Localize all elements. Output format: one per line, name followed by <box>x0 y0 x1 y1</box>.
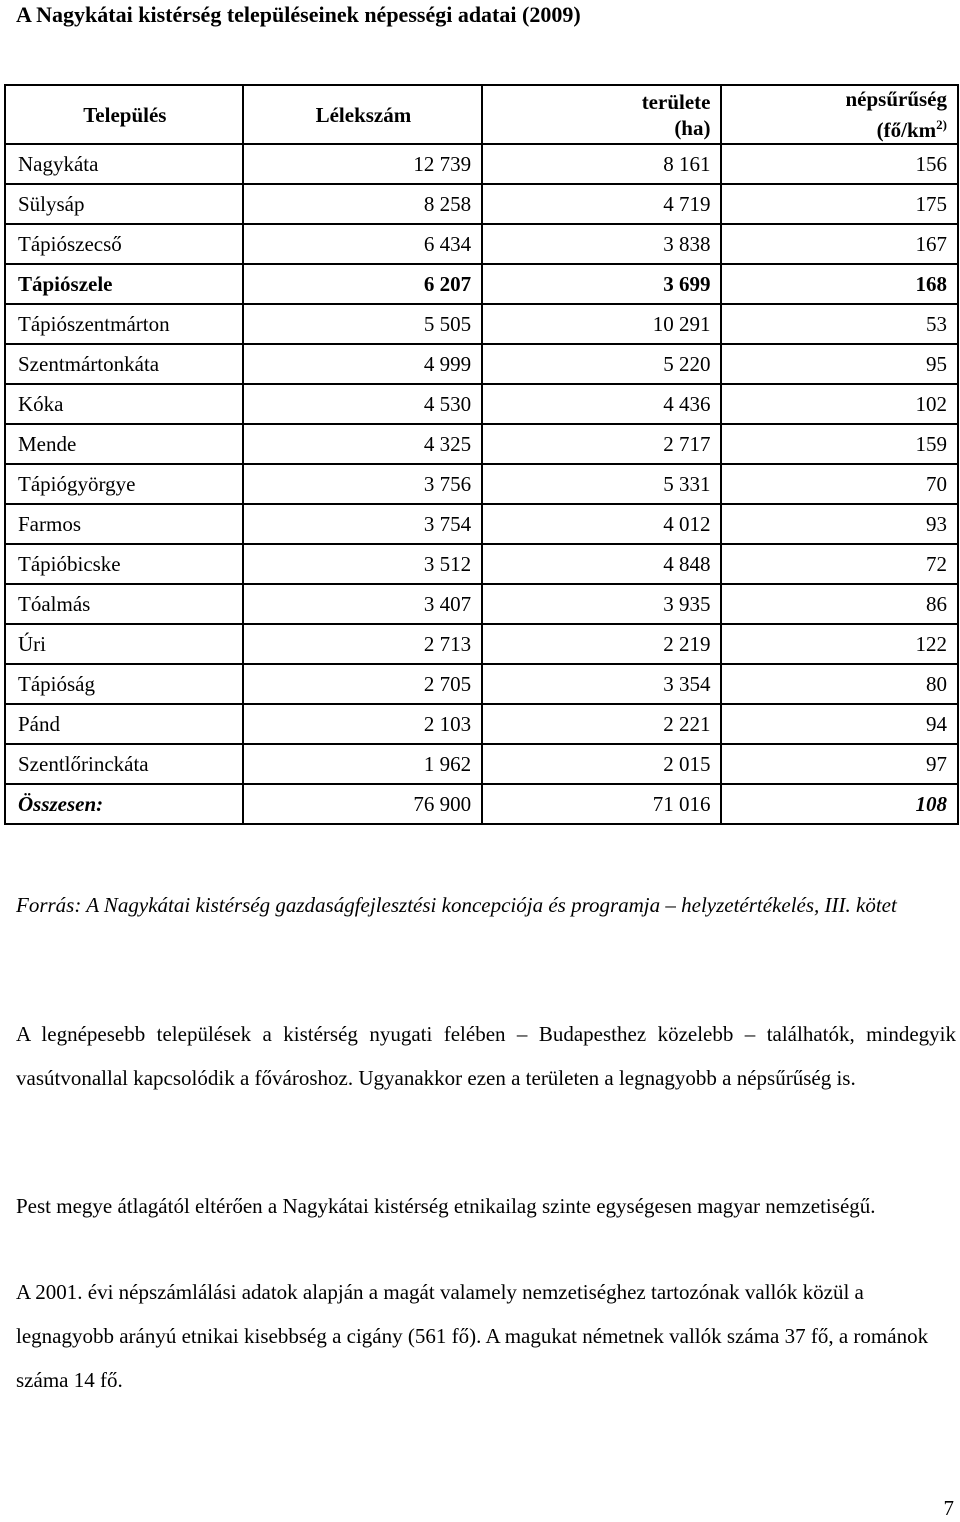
cell-settlement: Nagykáta <box>5 144 243 184</box>
cell-settlement: Tápiószele <box>5 264 243 304</box>
paragraph-2: Pest megye átlagától eltérően a Nagykátai kistérség etnikailag szinte egységesen magyar nemzetiségű. <box>16 1194 876 1218</box>
page-title: A Nagykátai kistérség településeinek népességi adatai (2009) <box>16 2 581 27</box>
cell-population: 4 999 <box>243 344 482 384</box>
cell-density: 94 <box>721 704 958 744</box>
cell-area: 3 699 <box>482 264 721 304</box>
cell-density: 175 <box>721 184 958 224</box>
header-population: Lélekszám <box>243 85 482 144</box>
header-area-line1: területe <box>641 89 711 114</box>
table-row <box>5 504 958 544</box>
cell-total-population: 76 900 <box>243 784 482 824</box>
cell-population: 6 207 <box>243 264 482 304</box>
cell-population: 2 705 <box>243 664 482 704</box>
table-row <box>5 464 958 504</box>
cell-density: 156 <box>721 144 958 184</box>
table-row <box>5 184 958 224</box>
cell-density: 72 <box>721 544 958 584</box>
cell-density: 95 <box>721 344 958 384</box>
cell-population: 3 407 <box>243 584 482 624</box>
header-density-line1: népsűrűség <box>845 87 947 111</box>
cell-area: 5 331 <box>482 464 721 504</box>
cell-area: 3 354 <box>482 664 721 704</box>
cell-area: 2 015 <box>482 744 721 784</box>
cell-settlement: Sülysáp <box>5 184 243 224</box>
cell-population: 3 756 <box>243 464 482 504</box>
cell-settlement: Tóalmás <box>5 584 243 624</box>
cell-settlement: Mende <box>5 424 243 464</box>
header-settlement: Település <box>5 85 243 144</box>
header-density-unit: (fő/km <box>876 118 937 142</box>
cell-area: 4 012 <box>482 504 721 544</box>
table-row <box>5 224 958 264</box>
cell-population: 4 530 <box>243 384 482 424</box>
cell-density: 80 <box>721 664 958 704</box>
cell-settlement: Tápiószentmárton <box>5 304 243 344</box>
cell-density: 122 <box>721 624 958 664</box>
cell-population: 5 505 <box>243 304 482 344</box>
table-row <box>5 544 958 584</box>
header-area-line2: (ha) <box>674 115 711 140</box>
table-row <box>5 624 958 664</box>
table-row <box>5 424 958 464</box>
cell-total-density: 108 <box>721 784 958 824</box>
cell-density: 70 <box>721 464 958 504</box>
table-row <box>5 264 958 304</box>
cell-total-area: 71 016 <box>482 784 721 824</box>
cell-area: 3 838 <box>482 224 721 264</box>
table-body <box>5 144 958 824</box>
header-density <box>721 85 958 144</box>
cell-settlement: Kóka <box>5 384 243 424</box>
cell-density: 93 <box>721 504 958 544</box>
cell-settlement: Tápióság <box>5 664 243 704</box>
table-row <box>5 144 958 184</box>
cell-total-label: Összesen: <box>5 784 243 824</box>
cell-population: 3 754 <box>243 504 482 544</box>
cell-population: 8 258 <box>243 184 482 224</box>
table-header-row <box>5 85 958 144</box>
table-row <box>5 304 958 344</box>
cell-population: 2 713 <box>243 624 482 664</box>
cell-density: 159 <box>721 424 958 464</box>
cell-population: 2 103 <box>243 704 482 744</box>
cell-population: 1 962 <box>243 744 482 784</box>
cell-density: 53 <box>721 304 958 344</box>
header-area <box>482 85 721 144</box>
cell-settlement: Tápiószecső <box>5 224 243 264</box>
table-row <box>5 704 958 744</box>
cell-density: 168 <box>721 264 958 304</box>
cell-density: 86 <box>721 584 958 624</box>
cell-area: 10 291 <box>482 304 721 344</box>
cell-density: 102 <box>721 384 958 424</box>
cell-area: 5 220 <box>482 344 721 384</box>
page-number: 7 <box>943 1496 954 1520</box>
table-row <box>5 384 958 424</box>
cell-density: 97 <box>721 744 958 784</box>
table-row <box>5 344 958 384</box>
cell-area: 4 848 <box>482 544 721 584</box>
table-row <box>5 584 958 624</box>
header-density-line2 <box>734 112 947 143</box>
cell-settlement: Úri <box>5 624 243 664</box>
cell-population: 6 434 <box>243 224 482 264</box>
cell-population: 12 739 <box>243 144 482 184</box>
paragraph-3: A 2001. évi népszámlálási adatok alapján a magát valamely nemzetiséghez tartozónak vallók közül a legnagyobb arányú etnikai kisebbség a cigány (561 fő). A magukat németnek vallók száma 37 fő, a románok száma 14 fő. <box>16 1280 929 1392</box>
paragraph-1: A legnépesebb települések a kistérség nyugati felében – Budapesthez közelebb – találhatók, mindegyik vasútvonallal kapcsolódik a fővároshoz. Ugyanakkor ezen a területen a legnagyobb a népsűrűség is. <box>16 1022 956 1090</box>
cell-settlement: Pánd <box>5 704 243 744</box>
cell-density: 167 <box>721 224 958 264</box>
cell-area: 4 436 <box>482 384 721 424</box>
table-row <box>5 664 958 704</box>
cell-settlement: Tápiógyörgye <box>5 464 243 504</box>
cell-population: 3 512 <box>243 544 482 584</box>
cell-settlement: Farmos <box>5 504 243 544</box>
cell-area: 2 219 <box>482 624 721 664</box>
cell-area: 4 719 <box>482 184 721 224</box>
cell-settlement: Tápióbicske <box>5 544 243 584</box>
table-row <box>5 744 958 784</box>
cell-area: 3 935 <box>482 584 721 624</box>
cell-settlement: Szentmártonkáta <box>5 344 243 384</box>
cell-area: 2 717 <box>482 424 721 464</box>
cell-settlement: Szentlőrinckáta <box>5 744 243 784</box>
header-density-sup: 2) <box>936 117 947 132</box>
population-table <box>4 84 959 825</box>
cell-area: 8 161 <box>482 144 721 184</box>
cell-area: 2 221 <box>482 704 721 744</box>
cell-population: 4 325 <box>243 424 482 464</box>
table-total-row <box>5 784 958 824</box>
source-note: Forrás: A Nagykátai kistérség gazdaságfejlesztési koncepciója és programja – helyzetértékelés, III. kötet <box>16 893 897 917</box>
